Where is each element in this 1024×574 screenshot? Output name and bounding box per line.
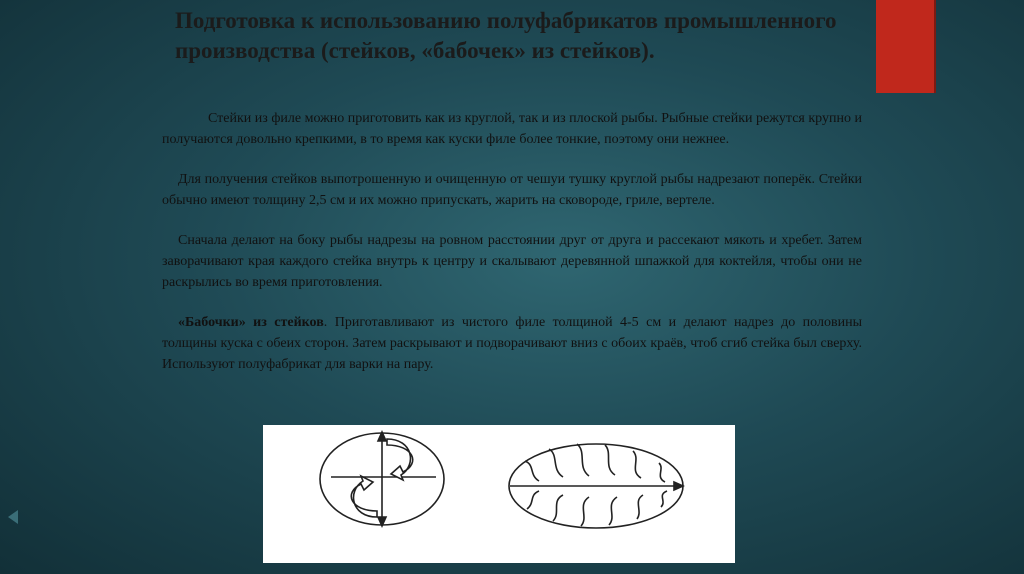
- triangle-left-icon[interactable]: [8, 510, 18, 524]
- fold-arrow-left-icon: [351, 476, 377, 517]
- slide-body: [162, 108, 862, 394]
- accent-tab: [876, 0, 936, 93]
- right-arrowhead-icon: [674, 482, 683, 490]
- butterfly-term: «Бабочки» из стейков: [178, 315, 324, 330]
- paragraph-3: Сначала делают на боку рыбы надрезы на ровном расстоянии друг от друга и рассекают мякоть и хребет. Затем заворачивают края каждого стейка внутрь к центру и скалывают деревянной шпажкой для коктейля, чтобы они не раскрылись во время приготовления.: [162, 233, 862, 290]
- slide-title: Подготовка к использованию полуфабрикатов промышленного производства (стейков, «бабочек» из стейков).: [175, 8, 837, 63]
- butterfly-outline: [509, 444, 683, 528]
- fold-arrow-right-icon: [387, 439, 413, 480]
- steak-cross-section: [320, 432, 444, 526]
- paragraph-2: Для получения стейков выпотрошенную и очищенную от чешуи тушку круглой рыбы надрезают поперёк. Стейки обычно имеют толщину 2,5 см и их можно припускать, жарить на сковороде, гриле, вертеле.: [162, 172, 862, 208]
- paragraph-4-text: . Приготавливают из чистого филе толщиной 4-5 см и делают надрез до половины толщины куска с обеих сторон. Затем раскрывают и подворачивают вниз с обоих краёв, чтоб сгиб стейка был сверху. Используют полуфабрикат для варки на пару.: [162, 315, 862, 372]
- paragraph-1: Стейки из филе можно приготовить как из круглой, так и из плоской рыбы. Рыбные стейки режутся крупно и получаются довольно крепкими, в то время как куски филе более тонкие, поэтому они нежнее.: [162, 111, 862, 147]
- diagram-svg: [263, 425, 735, 563]
- paragraph-4: [162, 312, 862, 375]
- steak-diagram: [263, 425, 735, 563]
